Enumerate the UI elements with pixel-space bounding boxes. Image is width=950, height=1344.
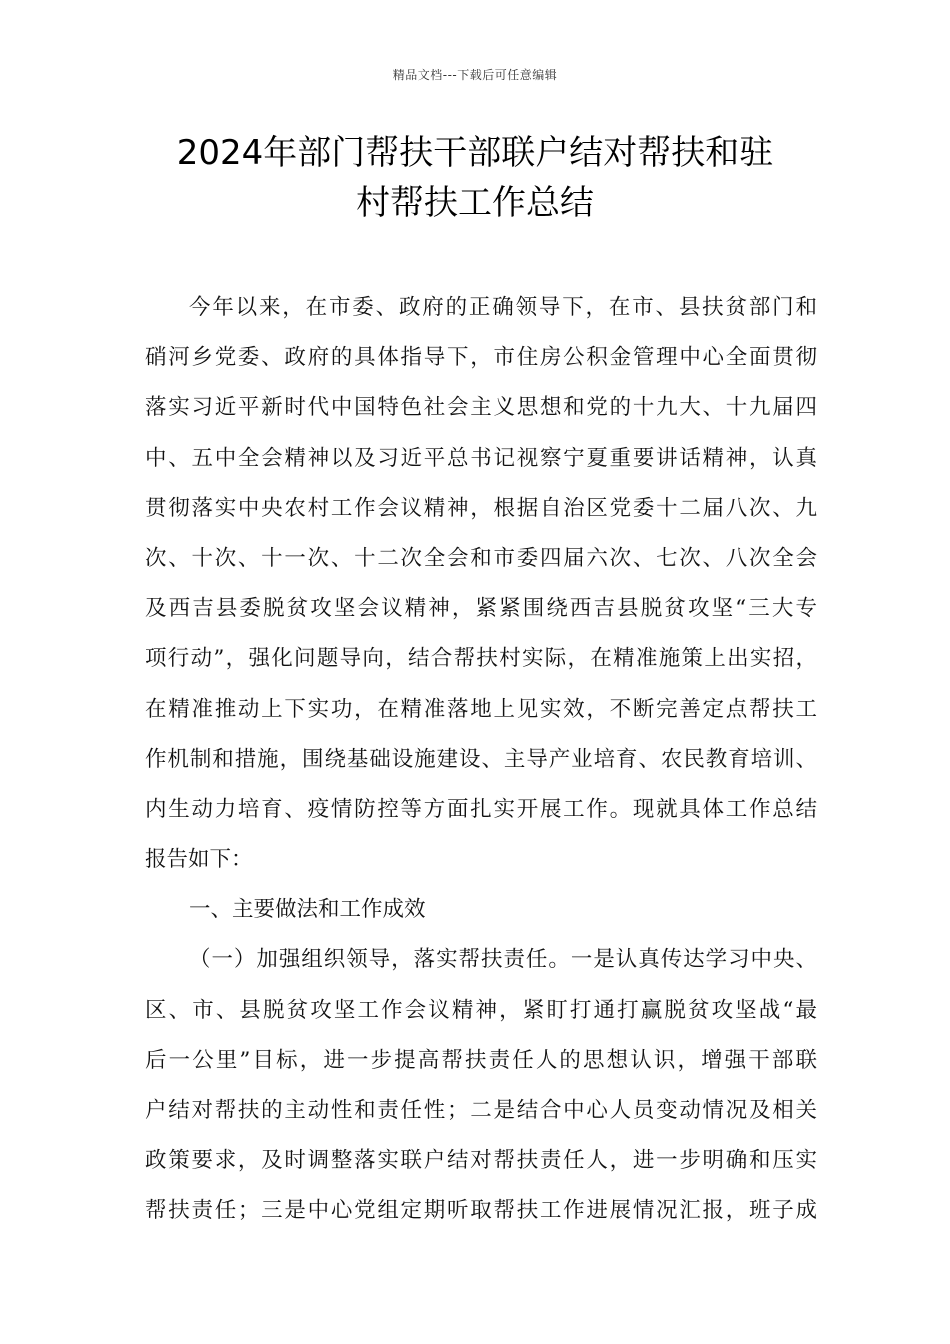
paragraph-line: 内生动力培育、疫情防控等方面扎实开展工作。现就具体工作总结 (145, 796, 817, 822)
paragraph-line: 在精准推动上下实功，在精准落地上见实效，不断完善定点帮扶工 (145, 696, 817, 722)
paragraph-line: 及西吉县委脱贫攻坚会议精神，紧紧围绕西吉县脱贫攻坚“三大专 (145, 596, 817, 622)
paragraph-line: 项行动”，强化问题导向，结合帮扶村实际，在精准施策上出实招， (145, 646, 817, 672)
paragraph-line: 落实习近平新时代中国特色社会主义思想和党的十九大、十九届四 (145, 395, 817, 421)
document-body (145, 283, 817, 1237)
paragraph-line: 帮扶责任；三是中心党组定期听取帮扶工作进展情况汇报，班子成 (145, 1198, 817, 1224)
paragraph-line: 后一公里”目标，进一步提高帮扶责任人的思想认识，增强干部联 (145, 1047, 817, 1073)
paragraph-line: （一）加强组织领导，落实帮扶责任。一是认真传达学习中央、 (189, 947, 817, 973)
paragraph-line: 今年以来，在市委、政府的正确领导下，在市、县扶贫部门和 (189, 295, 817, 320)
paragraph-line: 报告如下： (145, 847, 253, 873)
section-heading: 一、主要做法和工作成效 (189, 897, 426, 923)
paragraph-line: 次、十次、十一次、十二次全会和市委四届六次、七次、八次全会 (145, 545, 817, 571)
document-title-line-1: 2024年部门帮扶干部联户结对帮扶和驻 (176, 133, 774, 173)
paragraph-line: 作机制和措施，围绕基础设施建设、主导产业培育、农民教育培训、 (145, 746, 817, 772)
paragraph-line: 硝河乡党委、政府的具体指导下，市住房公积金管理中心全面贯彻 (145, 345, 817, 371)
paragraph-line: 贯彻落实中央农村工作会议精神，根据自治区党委十二届八次、九 (145, 495, 817, 521)
paragraph-line: 中、五中全会精神以及习近平总书记视察宁夏重要讲话精神，认真 (145, 445, 817, 471)
paragraph-line: 政策要求，及时调整落实联户结对帮扶责任人，进一步明确和压实 (145, 1148, 817, 1174)
document-title-line-2: 村帮扶工作总结 (356, 183, 594, 223)
paragraph-line: 户结对帮扶的主动性和责任性；二是结合中心人员变动情况及相关 (145, 1098, 817, 1123)
header-note: 精品文档---下载后可任意编辑 (392, 68, 558, 82)
document-title (100, 128, 850, 228)
paragraph-line: 区、市、县脱贫攻坚工作会议精神，紧盯打通打赢脱贫攻坚战“最 (145, 997, 817, 1023)
